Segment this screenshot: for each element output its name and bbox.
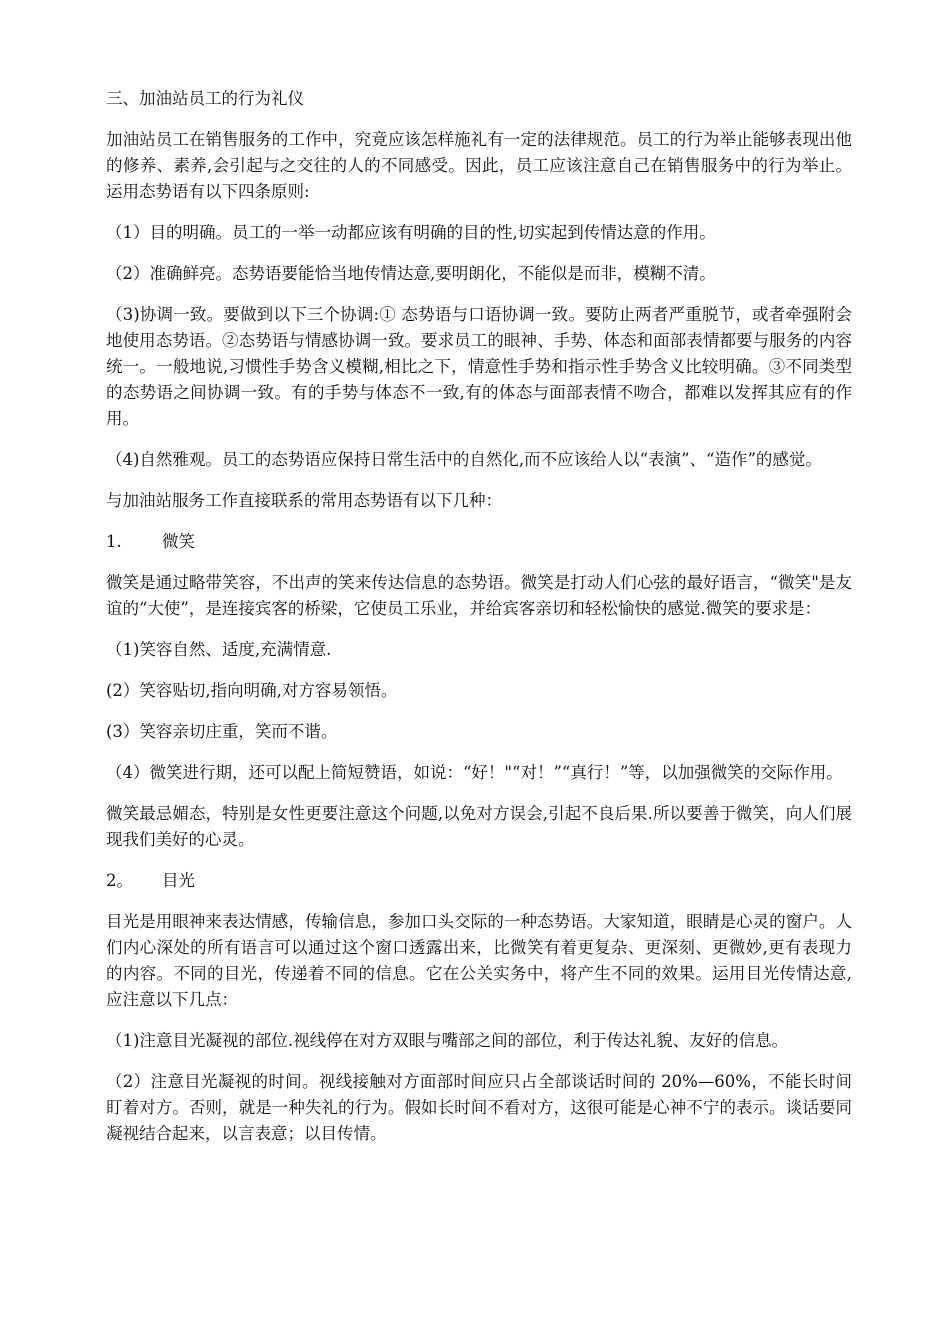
smile-title: 微笑	[162, 532, 195, 551]
smile-requirement-3: (3）笑容亲切庄重，笑而不谐。	[106, 722, 338, 741]
smile-note: 微笑最忌媚态，特别是女性更要注意这个问题,以免对方误会,引起不良后果.所以要善于微笑，向人们展现我们美好的心灵。	[106, 804, 852, 849]
gaze-point-2: （2）注意目光凝视的时间。视线接触对方面部时间应只占全部谈话时间的 20%—60%，不能长时间盯着对方。否则，就是一种失礼的行为。假如长时间不看对方，这很可能是心神不宁的表示。谈话要同凝视结合起来，以言表意；以目传情。	[106, 1072, 852, 1143]
smile-requirement-2: (2）笑容贴切,指向明确,对方容易领悟。	[106, 681, 398, 700]
document-page	[106, 86, 852, 1162]
principle-4: （4)自然雅观。员工的态势语应保持日常生活中的自然化,而不应该给人以“表演”、“造作”的感觉。	[106, 450, 822, 469]
smile-number: 1.	[106, 532, 122, 551]
smile-requirement-1: （1)笑容自然、适度,充满情意.	[106, 640, 332, 659]
intro-paragraph: 加油站员工在销售服务的工作中，究竟应该怎样施礼有一定的法律规范。员工的行为举止能够表现出他的修养、素养,会引起与之交往的人的不同感受。因此，员工应该注意自己在销售服务中的行为举止。运用态势语有以下四条原则:	[106, 130, 852, 201]
gaze-number: 2。	[106, 871, 133, 890]
gaze-description: 目光是用眼神来表达情感，传输信息，参加口头交际的一种态势语。大家知道，眼睛是心灵的窗户。人们内心深处的所有语言可以通过这个窗口透露出来，比微笑有着更复杂、更深刻、更微妙,更有表现力的内容。不同的目光，传递着不同的信息。它在公关实务中，将产生不同的效果。运用目光传情达意,应注意以下几点：	[106, 912, 852, 1009]
section-title: 三、加油站员工的行为礼仪	[106, 89, 304, 108]
principle-2: （2）准确鲜亮。态势语要能恰当地传情达意,要明朗化，不能似是而非，模糊不清。	[106, 264, 716, 283]
gaze-heading	[106, 868, 852, 894]
smile-heading	[106, 529, 852, 555]
smile-requirement-4: （4）微笑进行期，还可以配上简短赞语，如说：“好！"“对！”“真行！”等，以加强微笑的交际作用。	[106, 763, 843, 782]
gaze-point-1: （1)注意目光凝视的部位.视线停在对方双眼与嘴部之间的部位，利于传达礼貌、友好的信息。	[106, 1031, 789, 1050]
principle-3: （3)协调一致。要做到以下三个协调:① 态势语与口语协调一致。要防止两者严重脱节，或者牵强附会地使用态势语。②态势语与情感协调一致。要求员工的眼神、手势、体态和面部表情都要与服务的内容统一。一般地说,习惯性手势含义模糊,相比之下，情意性手势和指示性手势含义比较明确。③不同类型的态势语之间协调一致。有的手势与体态不一致,有的体态与面部表情不吻合，都难以发挥其应有的作用。	[106, 305, 852, 428]
common-gestures-intro: 与加油站服务工作直接联系的常用态势语有以下几种：	[106, 491, 502, 510]
gaze-title: 目光	[162, 871, 195, 890]
smile-description: 微笑是通过略带笑容，不出声的笑来传达信息的态势语。微笑是打动人们心弦的最好语言，“微笑"是友谊的“大使”，是连接宾客的桥梁，它使员工乐业，并给宾客亲切和轻松愉快的感觉.微笑的要求是：	[106, 573, 852, 618]
principle-1: （1）目的明确。员工的一举一动都应该有明确的目的性,切实起到传情达意的作用。	[106, 223, 716, 242]
